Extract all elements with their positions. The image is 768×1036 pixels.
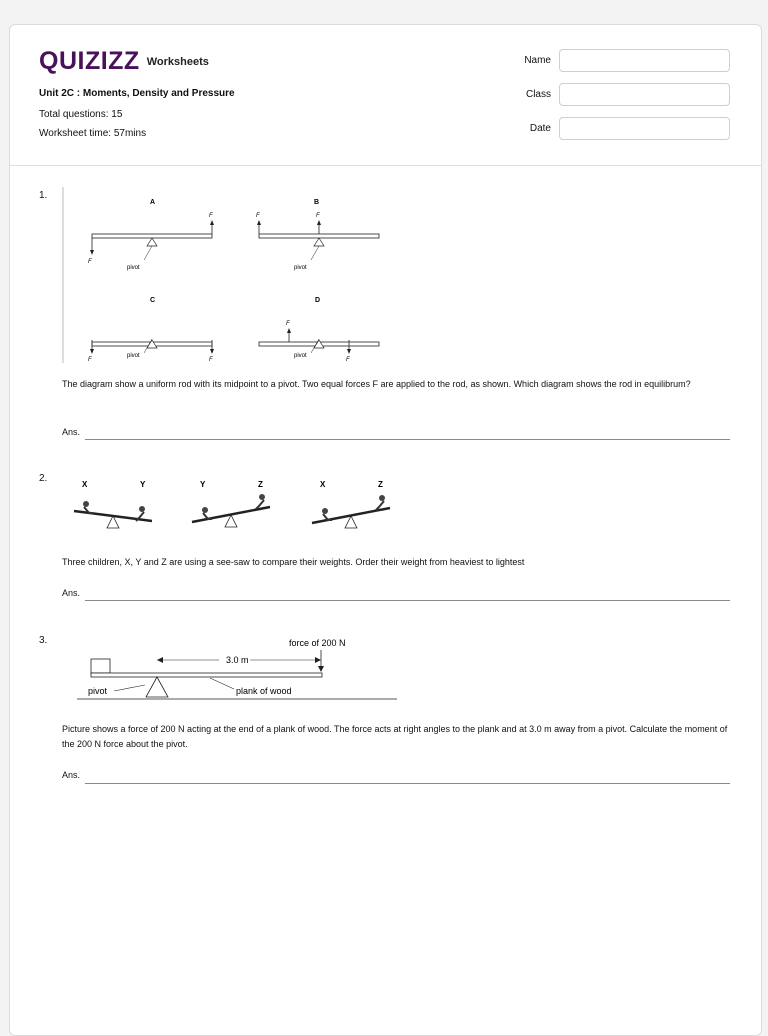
date-field[interactable] xyxy=(559,117,730,140)
brand-subtitle: Worksheets xyxy=(146,55,209,68)
worksheet-time: Worksheet time: 57mins xyxy=(39,128,147,139)
force-label-b2: F xyxy=(316,213,320,219)
force-label-a1: F xyxy=(88,259,92,265)
question-2-figure xyxy=(62,477,402,537)
question-2-answer-line[interactable] xyxy=(85,600,730,601)
question-3-number: 3. xyxy=(39,635,48,646)
pivot-label: pivot xyxy=(88,686,108,696)
panel-label-c: C xyxy=(150,297,156,304)
question-2-ans-label: Ans. xyxy=(62,588,81,598)
force-label-a2: F xyxy=(209,213,213,219)
class-label: Class xyxy=(525,89,551,100)
panel-label-b: B xyxy=(314,199,320,206)
quizizz-logo: QUIZIZZ xyxy=(39,47,140,75)
seesaw-3-left-label: X xyxy=(320,480,326,489)
worksheet-title: Unit 2C : Moments, Density and Pressure xyxy=(39,88,235,99)
seesaw-1-left-label: X xyxy=(82,480,88,489)
force-label: force of 200 N xyxy=(289,638,346,648)
seesaw-2-left-label: Y xyxy=(200,480,206,489)
question-3-figure xyxy=(62,631,402,703)
worksheet-header xyxy=(10,25,761,166)
plank-label: plank of wood xyxy=(236,686,292,696)
force-label-d2: F xyxy=(346,357,350,363)
force-label-c1: F xyxy=(88,357,92,363)
seesaw-xz xyxy=(312,480,390,528)
force-label-c2: F xyxy=(209,357,213,363)
seesaw-xy xyxy=(74,480,152,528)
class-field[interactable] xyxy=(559,83,730,106)
question-1-text: The diagram show a uniform rod with its midpoint to a pivot. Two equal forces F are applied to the rod, as shown. Which diagram shows the rod in equilibrum? xyxy=(62,379,691,389)
distance-label: 3.0 m xyxy=(226,655,249,665)
question-1-number: 1. xyxy=(39,190,48,201)
date-label: Date xyxy=(529,123,551,134)
brand xyxy=(39,47,209,76)
question-1-figure xyxy=(62,185,402,365)
question-3-answer-line[interactable] xyxy=(85,783,730,784)
seesaw-2-right-label: Z xyxy=(258,480,263,489)
name-label: Name xyxy=(524,55,551,66)
pivot-label-c: pivot xyxy=(127,353,140,359)
seesaw-1-right-label: Y xyxy=(140,480,146,489)
panel-label-d: D xyxy=(315,297,321,304)
force-label-b1: F xyxy=(256,213,260,219)
question-1-ans-label: Ans. xyxy=(62,427,81,437)
pivot-label-a: pivot xyxy=(127,265,140,271)
total-questions: Total questions: 15 xyxy=(39,109,123,120)
question-1-answer-line[interactable] xyxy=(85,439,730,440)
question-2-text: Three children, X, Y and Z are using a see-saw to compare their weights. Order their weight from heaviest to lightest xyxy=(62,557,525,567)
question-3-text: Picture shows a force of 200 N acting at the end of a plank of wood. The force acts at right angles to the plank and at 3.0 m away from a pivot. Calculate the moment of the 200 N force about the pivot. xyxy=(62,724,728,749)
panel-label-a: A xyxy=(150,199,156,206)
name-field[interactable] xyxy=(559,49,730,72)
question-2-number: 2. xyxy=(39,473,48,484)
worksheet-sheet xyxy=(9,24,762,1036)
pivot-label-d: pivot xyxy=(294,353,307,359)
seesaw-yz xyxy=(192,480,270,527)
seesaw-3-right-label: Z xyxy=(378,480,383,489)
pivot-label-b: pivot xyxy=(294,265,307,271)
question-3-ans-label: Ans. xyxy=(62,770,81,780)
force-label-d1: F xyxy=(286,321,290,327)
